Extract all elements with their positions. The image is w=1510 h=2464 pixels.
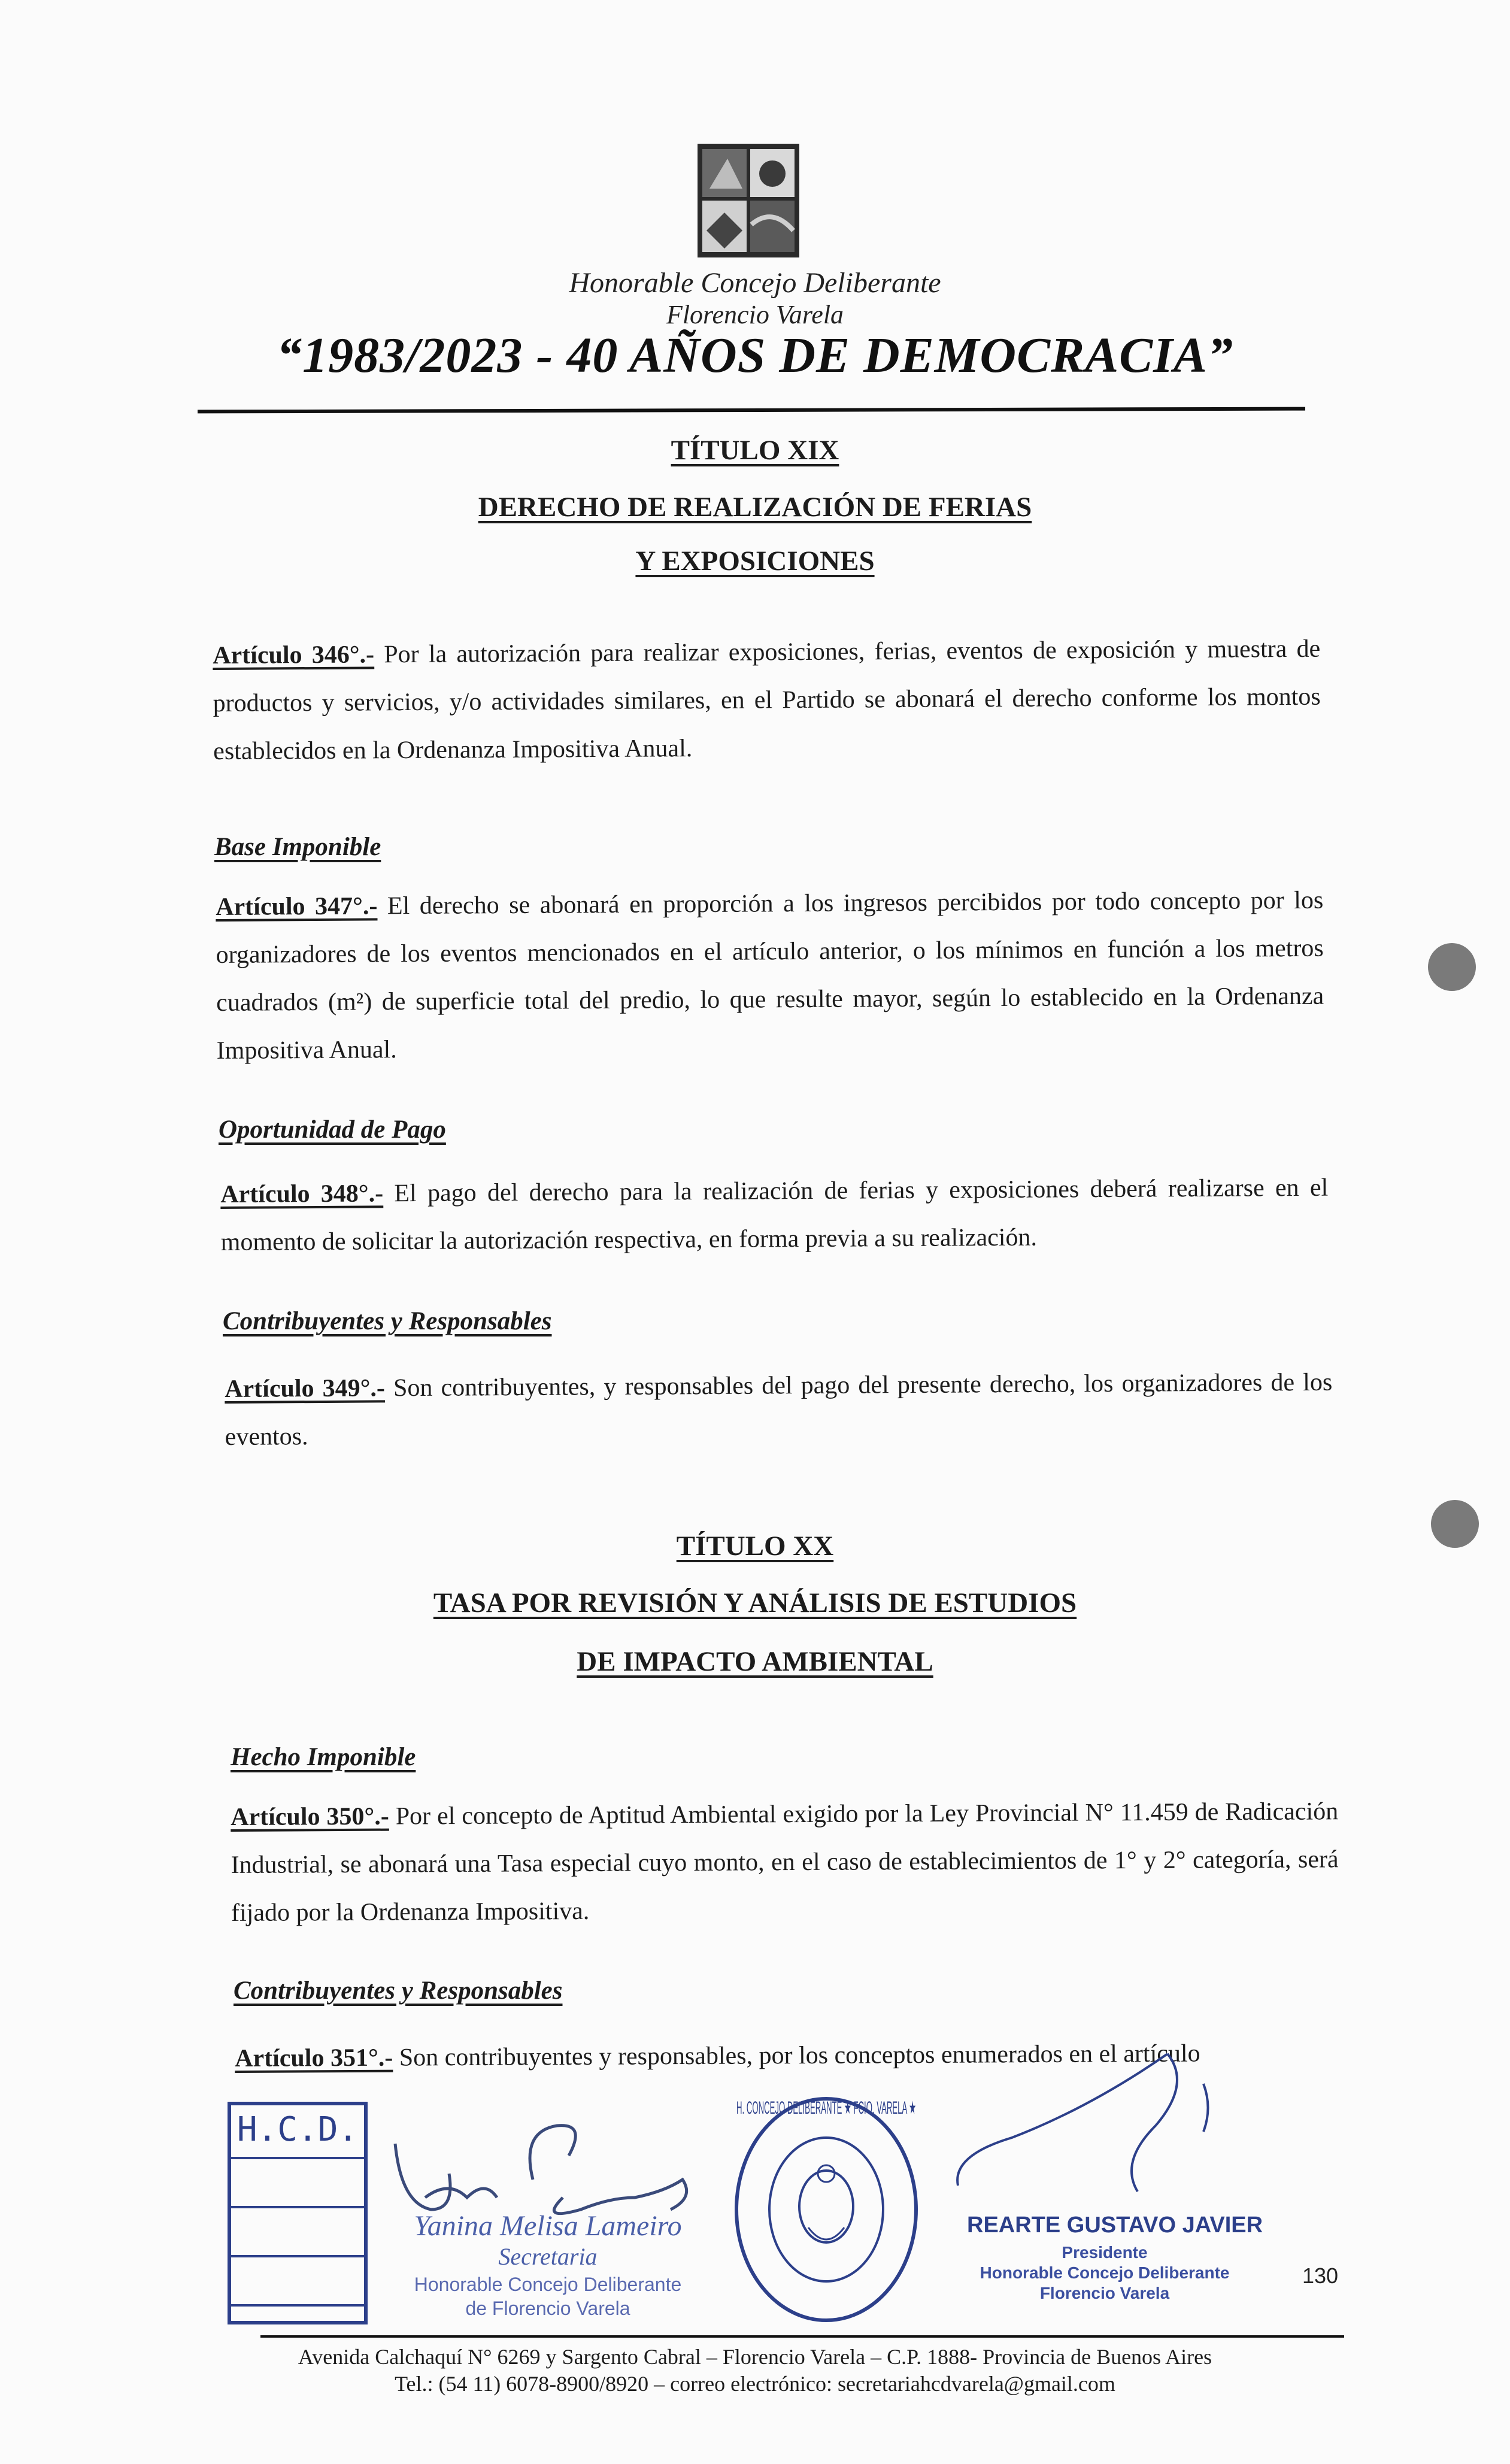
secretaria-role: Secretaria bbox=[498, 2243, 598, 2270]
secretaria-org-line1: Honorable Concejo Deliberante bbox=[414, 2274, 682, 2295]
footer-contact: Tel.: (54 11) 6078-8900/8920 – correo electrónico: secretariahcdvarela@gmail.com bbox=[395, 2372, 1115, 2396]
article-351-text: Son contribuyentes y responsables, por los conceptos enumerados en el artículo bbox=[393, 2039, 1200, 2072]
presidente-org-line1: Honorable Concejo Deliberante bbox=[980, 2263, 1230, 2282]
secretaria-org-line2: de Florencio Varela bbox=[465, 2298, 630, 2319]
article-346 bbox=[213, 625, 1321, 775]
page-number: 130 bbox=[1302, 2263, 1339, 2288]
header-motto: “1983/2023 - 40 AÑOS DE DEMOCRACIA” bbox=[277, 328, 1233, 383]
official-seal-icon bbox=[727, 2090, 925, 2329]
article-350-label: Artículo 350°.- bbox=[231, 1802, 389, 1831]
hcd-stamp-box bbox=[228, 2102, 368, 2324]
article-347-text: El derecho se abonará en proporción a los ingresos percibidos por todo concepto por los organizadores de los eventos mencionados en el artículo anterior, o los mínimos en función a los metros cuadrados (m²) de superficie total del predio, lo que resulte mayor, según lo establecido en la Ordenanza Impositiva Anual. bbox=[216, 886, 1324, 1065]
article-347 bbox=[216, 877, 1324, 1075]
secretaria-name: Yanina Melisa Lameiro bbox=[414, 2210, 682, 2242]
title-xix-subtitle-2: Y EXPOSICIONES bbox=[635, 545, 875, 577]
footer-address: Avenida Calchaquí N° 6269 y Sargento Cabral – Florencio Varela – C.P. 1888- Provincia de Buenos Aires bbox=[298, 2345, 1212, 2369]
article-348-text: El pago del derecho para la realización de ferias y exposiciones deberá realizarse en el momento de solicitar la autorización respectiva, en forma previa a su realización. bbox=[220, 1174, 1329, 1256]
presidente-org bbox=[967, 2242, 1242, 2304]
title-xix: TÍTULO XIX bbox=[671, 435, 839, 466]
article-348-label: Artículo 348°.- bbox=[220, 1180, 384, 1208]
article-349 bbox=[225, 1359, 1333, 1461]
hcd-stamp-label: H.C.D. bbox=[231, 2105, 364, 2159]
article-351-label: Artículo 351°.- bbox=[235, 2044, 393, 2072]
article-347-label: Artículo 347°.- bbox=[216, 892, 378, 921]
subheading-contribuyentes-1: Contribuyentes y Responsables bbox=[223, 1307, 552, 1335]
header-institution: Honorable Concejo Deliberante bbox=[569, 267, 941, 299]
presidente-name: REARTE GUSTAVO JAVIER bbox=[967, 2213, 1263, 2238]
title-xx-subtitle-1: TASA POR REVISIÓN Y ANÁLISIS DE ESTUDIOS bbox=[433, 1587, 1077, 1619]
article-350-text: Por el concepto de Aptitud Ambiental exigido por la Ley Provincial N° 11.459 de Radicación Industrial, se abonará una Tasa especial cuyo monto, en el caso de establecimientos de 1° y 2° categoría, será fijado por la Ordenanza Impositiva. bbox=[231, 1798, 1339, 1927]
footer-divider bbox=[260, 2335, 1344, 2338]
presidente-org-line2: Florencio Varela bbox=[1039, 2284, 1170, 2302]
subheading-contribuyentes-2: Contribuyentes y Responsables bbox=[234, 1977, 563, 2005]
article-350 bbox=[231, 1787, 1339, 1937]
subheading-oportunidad-de-pago: Oportunidad de Pago bbox=[219, 1116, 446, 1144]
title-xx: TÍTULO XX bbox=[676, 1530, 834, 1562]
hole-punch-top bbox=[1428, 943, 1476, 991]
presidente-role: Presidente bbox=[1062, 2243, 1148, 2262]
header-city: Florencio Varela bbox=[666, 300, 844, 329]
title-xix-subtitle-1: DERECHO DE REALIZACIÓN DE FERIAS bbox=[478, 492, 1032, 523]
signature-presidente-icon bbox=[940, 2036, 1251, 2216]
secretaria-org bbox=[392, 2272, 704, 2320]
coat-of-arms-logo bbox=[692, 141, 805, 263]
article-349-text: Son contribuyentes, y responsables del pago del presente derecho, los organizadores de los eventos. bbox=[225, 1368, 1333, 1451]
seal-text: H. CONCEJO DELIBERANTE ★ FCIO. VARELA ★ bbox=[736, 2098, 916, 2118]
article-346-label: Artículo 346°.- bbox=[213, 641, 375, 669]
title-xx-subtitle-2: DE IMPACTO AMBIENTAL bbox=[577, 1646, 933, 1677]
subheading-hecho-imponible: Hecho Imponible bbox=[231, 1743, 416, 1771]
article-348 bbox=[220, 1164, 1329, 1266]
article-346-text: Por la autorización para realizar exposiciones, ferias, eventos de exposición y muestra de productos y servicios, y/o actividades similares, en el Partido se abonará el derecho conforme los montos establecidos en la Ordenanza Impositiva Anual. bbox=[213, 635, 1321, 765]
subheading-base-imponible: Base Imponible bbox=[214, 833, 381, 861]
hole-punch-bottom bbox=[1431, 1500, 1479, 1548]
article-349-label: Artículo 349°.- bbox=[225, 1374, 386, 1403]
header-divider bbox=[198, 407, 1305, 414]
